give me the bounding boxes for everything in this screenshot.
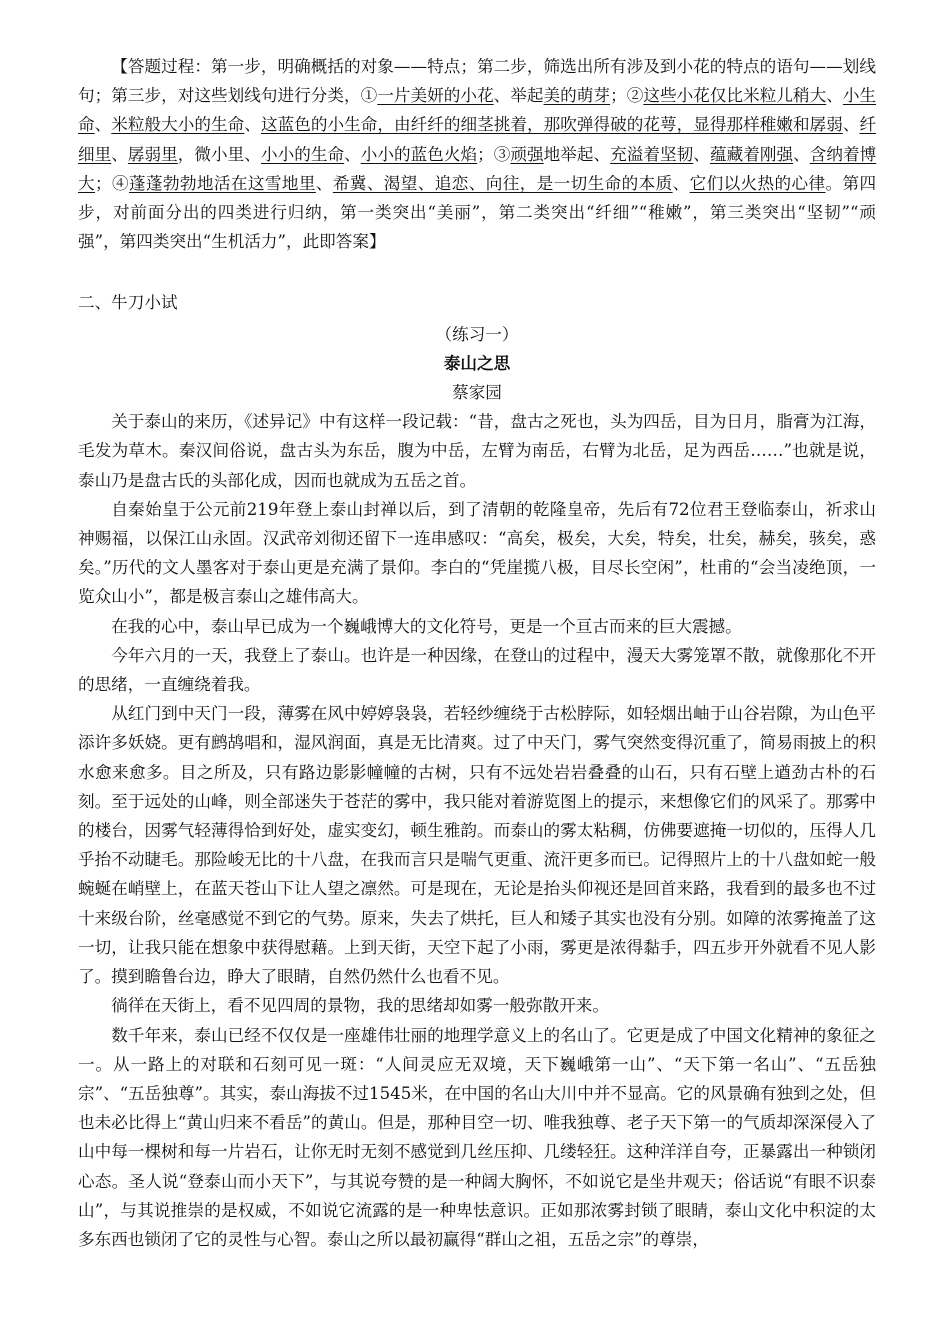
underlined-phrase: 蓬蓬勃勃地活在这雪地里: [128, 173, 316, 193]
underlined-phrase: 顽强: [510, 144, 544, 164]
underlined-phrase: 希冀、渴望、追恋、向往，是一切生命的本质: [332, 173, 673, 193]
underlined-phrase: 小生命: [78, 86, 877, 135]
answer-text: 。第四步，对前面分出的四类进行归纳，第一类突出“美丽”，第二类突出“纤细”“稚嫩”，第三类突出“坚韧”“顽强”，第四类突出“生机活力”，此即答案】: [78, 173, 877, 252]
answer-text: 【答题过程：第一步，明确概括的对象——特点；第二步，筛选出所有涉及到小花的特点的语句——划线句；第三步，对这些划线句进行分类，①: [78, 57, 876, 106]
article-paragraph: 今年六月的一天，我登上了泰山。也许是一种因缘，在登山的过程中，漫天大雾笼罩不散，就像那化不开的思绪，一直缠绕着我。: [78, 645, 876, 695]
exercise-label: （练习一）: [435, 324, 519, 344]
answer-text: 、: [244, 115, 261, 135]
answer-text: 、: [94, 115, 112, 135]
answer-process-paragraph: [78, 52, 876, 256]
article-author: 蔡家园: [452, 383, 502, 403]
underlined-phrase: 纤细里: [78, 115, 877, 164]
article-paragraph: 自秦始皇于公元前219年登上泰山封禅以后，到了清朝的乾隆皇帝，先后有72位君王登临泰山，祈求山神赐福，以保江山永固。汉武帝刘彻还留下一连串感叹：“高矣，极矣，大矣，特矣，壮矣，赫矣，骇矣，惑矣。”历代的文人墨客对于泰山更是充满了景仰。李白的“凭崖揽八极，目尽长空闲”，杜甫的“会当凌绝顶，一览众山小”，都是极言泰山之雄伟高大。: [78, 499, 876, 607]
article-paragraph: 在我的心中，泰山早已成为一个巍峨博大的文化符号，更是一个亘古而来的巨大震撼。: [111, 616, 742, 636]
underlined-phrase: 这些小花仅比米粒儿稍大: [643, 86, 827, 106]
answer-text: 、: [693, 144, 710, 164]
answer-text: 、: [793, 144, 810, 164]
article-paragraph: 从红门到中天门一段，薄雾在风中婷婷袅袅，若轻纱缠绕于古松脖际，如轻烟出岫于山谷岩隙，为山色平添许多妖娆。更有鹧鸪唱和，湿风润面，真是无比清爽。过了中天门，雾气突然变得沉重了，简易雨披上的积水愈来愈多。目之所及，只有路边影影幢幢的古树，只有不远处岩岩叠叠的山石，只有石壁上遒劲古朴的石刻。至于远处的山峰，则全部迷失于苍茫的雾中，我只能对着游览图上的提示，来想像它们的风采了。那雾中的楼台，因雾气轻薄得恰到好处，虚实变幻，顿生雅韵。而泰山的雾太粘稠，仿佛要遮掩一切似的，压得人几乎抬不动睫毛。那险峻无比的十八盘，在我而言只是喘气更重、流汗更多而已。记得照片上的十八盘如蛇一般蜿蜒在峭壁上，在蓝天苍山下让人望之凛然。可是现在，无论是抬头仰视还是回首来路，我看到的最多也不过十来级台阶，丝毫感觉不到它的气势。原来，失去了烘托，巨人和矮子其实也没有分别。如障的浓雾掩盖了这一切，让我只能在想象中获得慰藉。上到天街，天空下起了小雨，雾更是浓得黏手，四五步开外就看不见人影了。摸到瞻鲁台边，睁大了眼睛，自然仍然什么也看不见。: [78, 704, 876, 987]
document-page: [78, 52, 876, 1254]
underlined-phrase: 美的萌芽: [543, 86, 611, 106]
answer-text: 、: [315, 173, 333, 193]
underlined-phrase: 含纳着博大: [78, 144, 877, 193]
underlined-phrase: 一片美妍的小花: [377, 86, 494, 106]
article-paragraph: 数千年来，泰山已经不仅仅是一座雄伟壮丽的地理学意义上的名山了。它更是成了中国文化精神的象征之一。从一路上的对联和石刻可见一斑：“人间灵应无双境，天下巍峨第一山”、“天下第一名山”、“五岳独宗”、“五岳独尊”。其实，泰山海拔不过1545米，在中国的名山大川中并不显高。它的风景确有独到之处，但也未必比得上“黄山归来不看岳”的黄山。但是，那种目空一切、唯我独尊、老子天下第一的气质却深深侵入了山中每一棵树和每一片岩石，让你无时无刻不感觉到几丝压抑、几缕轻狂。这种洋洋自夸，正暴露出一种锁闭心态。圣人说“登泰山而小天下”，与其说夸赞的是一种阔大胸怀，不如说它是坐井观天；俗话说“有眼不识泰山”，与其说推崇的是权威，不如说它流露的是一种卑怯意识。正如那浓雾封锁了眼睛，泰山文化中积淀的太多东西也锁闭了它的灵性与心智。泰山之所以最初赢得“群山之祖，五岳之宗”的尊崇，: [78, 1025, 876, 1249]
answer-text: 、: [344, 144, 361, 164]
section-heading: 二、牛刀小试: [78, 293, 178, 313]
article-title: 泰山之思: [443, 353, 511, 373]
answer-text: 、: [842, 115, 860, 135]
answer-text: 、举起: [493, 86, 544, 106]
article-paragraph: 关于泰山的来历，《述异记》中有这样一段记载：“昔，盘古之死也，头为四岳，目为日月，脂膏为江海，毛发为草木。秦汉间俗说，盘古头为东岳，腹为中岳，左臂为南岳，右臂为北岳，足为西岳……”也就是说，泰山乃是盘古氏的头部化成，因而也就成为五岳之首。: [78, 412, 876, 490]
underlined-phrase: 这蓝色的小生命，由纤纤的细茎挑着，那吹弹得破的花萼，显得那样稚嫩和孱弱: [260, 115, 843, 135]
answer-text: ，微小里、: [177, 144, 261, 164]
underlined-phrase: 米粒般大小的生命: [111, 115, 245, 135]
underlined-phrase: 小小的蓝色火焰: [360, 144, 478, 164]
underlined-phrase: 小小的生命: [260, 144, 345, 164]
answer-text: 、: [672, 173, 690, 193]
answer-text: ；④: [95, 173, 129, 193]
underlined-phrase: 它们以火热的心律: [689, 173, 826, 193]
answer-text: ；③: [477, 144, 511, 164]
article-paragraph: 徜徉在天街上，看不见四周的景物，我的思绪却如雾一般弥散开来。: [111, 996, 609, 1016]
answer-text: ；②: [610, 86, 644, 106]
answer-text: 地举起、: [543, 144, 611, 164]
answer-text: 、: [826, 86, 843, 106]
underlined-phrase: 孱弱里: [127, 144, 178, 164]
underlined-phrase: 蕴藏着刚强: [709, 144, 794, 164]
underlined-phrase: 充溢着坚韧: [610, 144, 694, 164]
answer-text: 、: [111, 144, 128, 164]
